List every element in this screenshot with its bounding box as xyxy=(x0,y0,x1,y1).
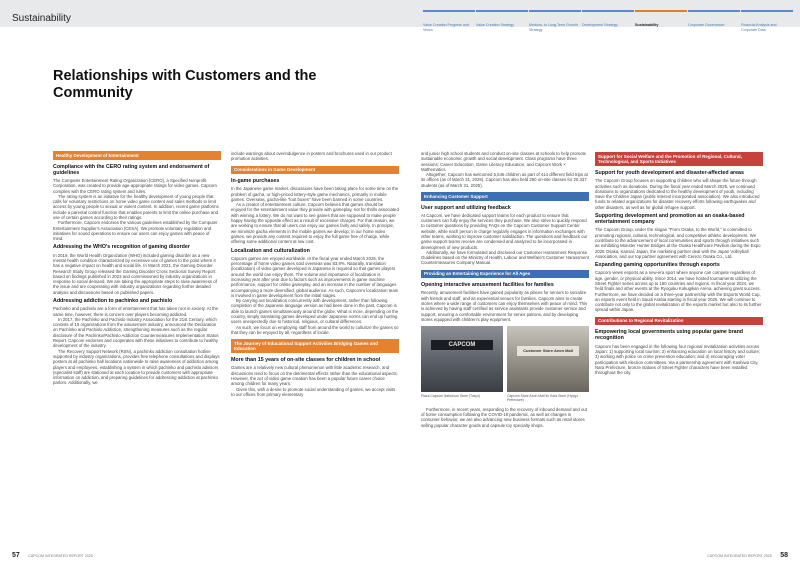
paragraph: Games are a relatively new cultural phenomenon with little academic research, and discussions tend to focus on the detrimental effects rather than the educational aspects. However, the act of video game creation has been a popular future career choice among children for many years. xyxy=(231,365,398,387)
column-1 xyxy=(53,151,221,386)
subheading: More than 15 years of on-site classes for children in school xyxy=(231,357,381,364)
paragraph: By carrying out localization concurrently with development, rather than following completion of the Japanese language version as had been done in the past, Capcom is able to launch games simultaneously around the globe. What is more, depending on the country, simply translating games developed under Japanese norms can end up hurting users unexpectedly due to historical, religious, or cultural differences. xyxy=(231,298,399,325)
paragraph: Recently, amusement facilities have gained popularity as places for seniors to socialize with friends and staff, and as experiential venues for families. Capcom aims to create stores where a wide range of customers can enjoy themselves with peace of mind. This is achieved by having staff certified as service assistants provide customer service and support, ensuring a comfortable environment for senior patrons, and by developing stores equipped with children's play equipment. xyxy=(421,290,588,322)
store-sign: CAPCOM xyxy=(431,340,493,350)
photo-captions xyxy=(421,394,589,402)
nav-label: Value Creation Strategy xyxy=(476,23,514,27)
nav-label: Sustainability xyxy=(635,23,659,27)
subheading: Localization and culturalization xyxy=(231,247,310,254)
photo-caption: Capcom Store Aeon Mall Ito Kota Store (Hyogo Prefecture) xyxy=(507,394,579,403)
nav-item-growth-strategy[interactable] xyxy=(529,10,581,32)
nav-label: Corporate Governance xyxy=(688,23,725,27)
nav-item-financial-analysis[interactable] xyxy=(741,10,793,32)
paragraph: The Recovery Support Network (RSN), a pachinko addiction consultation hotline supported by industry organizations, provides free telephone consultations and displays posters at all pachinko hall locations nationwide to raise awareness of addiction among players and employees, establishing a system in which pachinko and pachislo advisors (specialist staff) are stationed at each location to provide customers with appropriate information on addiction, and preparing guidelines for addressing addiction at pachinko parlors. Additionally, we xyxy=(53,348,220,386)
nav-bar xyxy=(582,10,634,12)
nav-item-value-creation-progress[interactable] xyxy=(423,10,475,32)
nav-bar xyxy=(635,10,687,12)
nav-item-value-creation-strategy[interactable] xyxy=(476,10,528,28)
subheading: Supporting development and promotion as an osaka-based entertainment company xyxy=(595,212,745,226)
paragraph: Furthermore, Capcom endorses the various guidelines established by the Computer Entertainment Supplier's Association (CESA). We promote voluntary regulation and initiatives for sound operations to ensure our users can enjoy games with peace of mind. xyxy=(53,220,218,242)
section-tag: The Journey of Educational Support Activities Bridging Games and Education xyxy=(231,339,399,353)
section-tag: Providing an Entertaining Experience for All Ages xyxy=(421,270,589,279)
paragraph: Capcom has been engaged in the following four regional revitalization activities across Japan: 1) supporting local tourism; 2) enhancing education on local history and culture; 3) working with police on crime prevention education; and 4) encouraging voter participation with election committees. Via a partnership agreement with Kashiwa City, Nara Prefecture, bronze statues of Street Fighter characters have been installed throughout the city. xyxy=(595,343,761,376)
column-4 xyxy=(595,152,763,375)
paragraph: Capcom games are enjoyed worldwide. In the fiscal year ended March 2025, the percentage of home video games sold overseas was 83.8%. Naturally, translation (localization) of video games developed in Japanese is required so that games players around the world can enjoy them. The volume and importance of localization is increasing year after year due to factors such as improvements in game machine performance, support for online gameplay, and an increase in the number of languages accompanying a more diversified, global audience. As such, Capcom's localization team is involved in game development from the initial stages. xyxy=(231,255,399,298)
section-label: Sustainability xyxy=(12,13,71,24)
paragraph: Furthermore, in recent years, responding to the recovery of inbound demand and out of home consumption following the COVID-19 pandemic, as well as changes in consumer behavior, we are also advancing new business formats such as retail stores selling popular character goods and capsule toy specialty shops. xyxy=(421,406,587,428)
nav-bar xyxy=(529,10,581,12)
page-number: 57 xyxy=(12,552,20,559)
nav-bar xyxy=(741,10,793,12)
paragraph: As a creator of entertainment culture, Capcom believes that games should be enjoyed for the entertainment value they provide with gameplay, not for thrills associated with winning a lottery. We do not want to see games that are supposed to make people happy having the opposite effect as a result of excessive charges. For that reason, we are working to ensure that all users can enjoy our games fairly and safely. In principle, we minimize gacha elements in the mobile games we develop; in our home video games, we provide any content required to enjoy the full game free of charge, while offering some additional content at low cost. xyxy=(231,202,399,245)
nav-bar xyxy=(423,10,475,12)
paragraph: In 2019, the World Health Organization (WHO) included gaming disorder as a new mental health condition characterized by excessive use of games to the point where it has a negative impact on health and social life. In March 2021, the Gaming Disorder Research Study Group released the Gaming Disorder Cross Sectional Survey Report based on findings published in 2023 and commissioned by industry organizations in response to social demand. We are taking the appropriate steps to raise awareness of the issue and are cooperating with industry organizations regarding further detailed analysis and discussions based on published papers. xyxy=(53,252,217,295)
footer-text: CAPCOM INTEGRATED REPORT 2025 xyxy=(707,554,772,558)
paragraph: In 2017, the Pachinko and Pachislo Industry Association for the 21st Century, which consists of 15 organizations from the amusement industry, announced the Declaration on Pachinko and Pachislo Addiction, strengthening measures such as the regular disclosure of the Pachinko/Pachislo Addiction Countermeasures Implementation Status Report. Capcom endorses and cooperates with these initiatives to contribute to healthy development of the industry. xyxy=(53,316,219,349)
paragraph: Capcom views esports as a new-era sport where anyone can compete regardless of age, gender, or physical ability. Since 2014, we have hosted tournaments utilizing the Street Fighter series across up to 160 countries and regions. In fiscal year 2024, we held finals and other events at the Ryogoku Kokugikan Arena, achieving great success. Furthermore, we have decided on a three-year partnership with the Esports World Cup, an esports event held in Saudi Arabia starting in fiscal year 2025. We will continue to contribute not only to the global revitalization of the esports market but also to its further spread within Japan. xyxy=(595,270,762,313)
nav-label: Financial Analysis and Corporate Data xyxy=(741,23,777,32)
page-number: 58 xyxy=(780,552,788,559)
column-3 xyxy=(421,151,589,428)
section-tag: Support for Social Welfare and the Promotion of Regional, Cultural, Technological, and Sports Initiatives xyxy=(595,152,763,166)
paragraph: The Capcom Group, under the slogan "From Osaka, to the World," is committed to promoting regional, cultural, technological, and competitive athletic development. We contribute to the advancement of local communities and sports through initiatives such as exhibiting Monster Hunter Bridges at the Osaka Healthcare Pavilion during the Expo 2025 Osaka, Kansai, Japan, the marketing partner deal with the Japan Volleyball Association, and our top partner agreement with Cerezo Osaka Co., Ltd. xyxy=(595,227,761,259)
page-title: Relationships with Customers and the Community xyxy=(53,68,317,101)
paragraph: Given this, with a desire to promote social understanding of games, we accept visits to our offices from primary elementary xyxy=(231,386,396,397)
subheading: Support for youth development and disaster-affected areas xyxy=(595,170,744,176)
nav-label: Development Strategy xyxy=(582,23,618,27)
store-sign: Customer Store Aeon Mall xyxy=(517,346,579,356)
paragraph: The Capcom Group focuses on supporting children who will shape the future through activities such as donations. During the fiscal year ended March 2025, we continued donations to organizations dedicated to the healthy development of youth, including Save the Children Japan (public interest incorporated association). We also introduced funds to related organizations for disaster recovery efforts following earthquakes and other disasters, as well as for global refugee support. xyxy=(595,178,760,210)
paragraph: Additionally, we have formulated and disclosed our Customer Harassment Response Guidelines based on the Ministry of Health, Labour and Welfare's Customer Harassment Countermeasures Company Manual. xyxy=(421,249,589,266)
nav-item-sustainability[interactable] xyxy=(635,10,687,28)
column-2 xyxy=(231,151,399,397)
subheading: Empowering local governments using popular game brand recognition xyxy=(595,329,744,342)
paragraph: At Capcom, we have dedicated support teams for each product to ensure that customers can fully enjoy the services they purchase. We also strive to quickly respond to customer questions by providing FAQs on the Capcom Customer Support Center website, while each person in charge regularly engages in information exchanges with other teams, working to improve customer satisfaction. The questions and feedback our game support teams receive are condensed and analyzed to be incorporated in development of new products. xyxy=(421,212,588,250)
subheading: User support and utilizing feedback xyxy=(421,204,511,211)
subheading: Opening interactive amusement facilities for families xyxy=(421,282,554,289)
nav-item-development-strategy[interactable] xyxy=(582,10,634,28)
paragraph: As such, we focus on employing staff from around the world to culturize the games so that they can be enjoyed by all, regardless of locale. xyxy=(231,324,399,335)
paragraph: Pachinko and pachislo are a form of entertainment that has taken root in society. At the same time, however, there is concern over players becoming addicted. xyxy=(53,306,218,317)
paragraph: The rating system is an initiative for the healthy development of young people that calls for voluntary restrictions on home video game content and sales methods to limit access by young people to sexual or violent content. In addition, recent game platforms include a parental control function that enables parents to limit the online purchase and use of certain games according to their ratings. xyxy=(53,193,219,220)
store-photo-ikebukuro xyxy=(421,326,503,392)
subheading: Expanding gaming opportunities through esports xyxy=(595,262,720,269)
paragraph: include warnings about overindulgence in posters and brochures used in our product promotion activities. xyxy=(231,151,392,162)
paragraph: and junior high school students and conduct on-site classes at schools to help promote sustainable economic growth and social development. Class programs have three sessions: Career Education, Game Literacy Education, and Capcom Work × Mathematics. xyxy=(421,151,587,172)
nav-label: Medium- to Long-Term Growth Strategy xyxy=(529,23,578,32)
section-tag: Contributions to Regional Revitalization xyxy=(595,317,763,326)
subheading: In-game purchases xyxy=(231,178,280,185)
footer-left xyxy=(12,544,93,562)
paragraph: In the Japanese game market, discussions have been taking place for some time on the problem of gacha, or high-priced lottery-style game mechanics, primarily in mobile games. Overseas, gacha-like "loot boxes" have been banned in some countries. xyxy=(231,186,399,202)
section-nav xyxy=(423,10,793,50)
store-photo-ito xyxy=(507,326,589,392)
section-tag: Considerations in Game Development xyxy=(231,166,399,175)
store-photos xyxy=(421,326,589,392)
photo-caption: Plaza Capcom Ikebukuro Store (Tokyo) xyxy=(421,394,480,399)
subheading: Addressing addiction to pachinko and pachislo xyxy=(53,298,173,305)
nav-bar xyxy=(476,10,528,12)
nav-label: Value Creation Progress and Vision xyxy=(423,23,469,32)
section-tag: Enhancing Customer Support xyxy=(421,192,589,201)
subheading: Compliance with the CERO rating system and endorsement of guidelines xyxy=(53,163,210,176)
nav-bar xyxy=(688,10,740,12)
nav-item-corporate-governance[interactable] xyxy=(688,10,740,28)
paragraph: The Computer Entertainment Rating Organization (CERO), a Specified Nonprofit Corporation, was created to provide age-appropriate ratings for video games. Capcom complies with the CERO rating system and rules. xyxy=(53,177,217,194)
footer-text: CAPCOM INTEGRATED REPORT 2025 xyxy=(28,554,93,558)
paragraph: Altogether, Capcom has welcomed 5,546 children as part of 414 different field trips at its offices (as of March 31, 2025). Capcom has also held 260 on-site classes for 20,337 students (as of March 31, 2025). xyxy=(421,172,588,188)
footer-right xyxy=(707,544,788,562)
subheading: Addressing the WHO's recognition of gaming disorder xyxy=(53,244,190,251)
section-tag: Healthy Development of Entertainment xyxy=(53,151,221,160)
